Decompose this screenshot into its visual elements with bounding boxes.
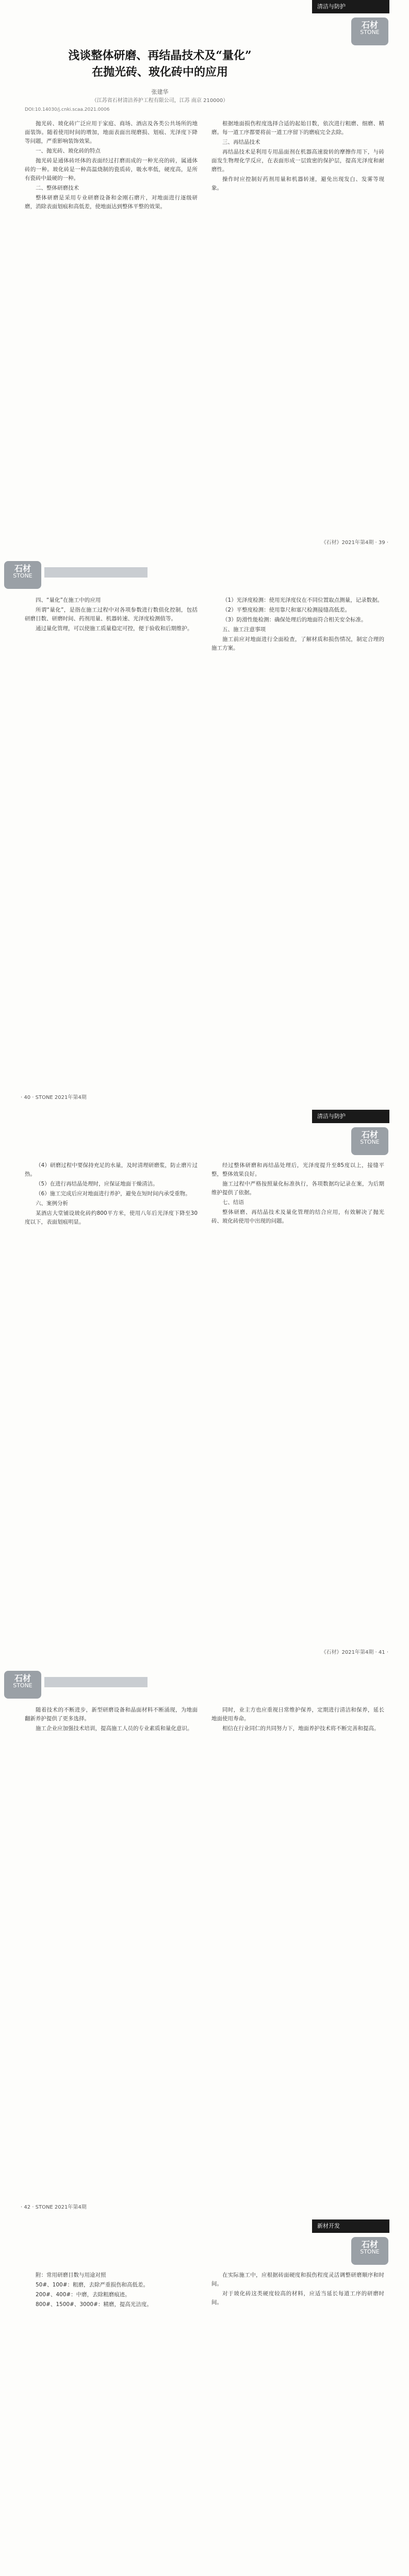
article-doi: DOI:10.14030/j.cnki.scaa.2021.0006 — [25, 107, 110, 112]
paragraph: 一、抛光砖、玻化砖的特点 — [36, 148, 101, 154]
page-3 — [0, 1110, 409, 1665]
journal-logo: 石材 STONE — [351, 18, 388, 45]
page-2-column-left — [25, 596, 198, 634]
page-4-column-right — [211, 1706, 384, 1734]
paragraph: 施工前应对地面进行全面检查，了解材质和损伤情况，制定合理的施工方案。 — [211, 636, 384, 651]
section-tab: 清洁与防护 — [312, 0, 389, 13]
article-author: 张建华 — [151, 89, 169, 95]
page-4 — [0, 1665, 409, 2220]
paragraph: 对于玻化砖这类硬度较高的材料，应适当延长每道工序的研磨时间。 — [211, 2291, 384, 2306]
paragraph: 在实际施工中，应根据砖面硬度和损伤程度灵活调整研磨顺序和时间。 — [211, 2272, 384, 2287]
paragraph: 二、整体研磨技术 — [36, 185, 79, 191]
page-5 — [0, 2219, 409, 2576]
paragraph: 根据地面损伤程度选择合适的起始目数，依次进行粗磨、细磨、精磨。每一道工序都要将前一道工序留下的磨痕完全去除。 — [211, 121, 384, 135]
header-ribbon — [44, 1677, 148, 1687]
article-affiliation: （江苏省石材清洁养护工程有限公司，江苏 南京 210000） — [91, 98, 228, 104]
paragraph: （2）平整度检测：使用靠尺和塞尺检测接缝高低差。 — [222, 607, 351, 613]
journal-logo: 石材 STONE — [4, 561, 41, 589]
paragraph: 所谓“量化”，是指在施工过程中对各项参数进行数值化控制，包括研磨目数、研磨时间、药剂用量、机器转速、光泽度检测值等。 — [25, 607, 198, 622]
page-footer: 《石材》2021年第4期 · 41 · — [321, 1650, 388, 1655]
paragraph: 再结晶技术是利用专用晶面剂在机器高速旋转的摩擦作用下，与砖面发生物理化学反应，在表面形成一层致密的保护层，提高光泽度和耐磨性。 — [211, 149, 384, 173]
paragraph: 整体研磨是采用专业研磨设备和金刚石磨片，对地面进行逐级研磨，消除表面划痕和高低差，使地面达到整体平整的效果。 — [25, 195, 198, 210]
paragraph: （5）在进行再结晶处理时，应保证地面干燥清洁。 — [36, 1181, 158, 1187]
paragraph: （1）光泽度检测：使用光泽度仪在不同位置取点测量，记录数据。 — [222, 597, 383, 603]
paragraph: 施工过程中严格按照量化标准执行，各项数据均记录在案，为后期维护提供了依据。 — [211, 1181, 384, 1196]
paragraph: （6）施工完成后应对地面进行养护，避免在短时间内承受重物。 — [36, 1191, 191, 1197]
paragraph: 抛光砖是通体砖坯体的表面经过打磨而成的一种光亮的砖，属通体砖的一种。玻化砖是一种高温烧制的瓷质砖，吸水率低，硬度高，是所有瓷砖中最硬的一种。 — [25, 158, 198, 181]
paragraph: 通过量化管理，可以使施工质量稳定可控，便于验收和后期维护。 — [36, 625, 193, 632]
paragraph: 相信在行业同仁的共同努力下，地面养护技术将不断完善和提高。 — [222, 1725, 380, 1732]
paragraph: （3）防滑性能检测：确保处理后的地面符合相关安全标准。 — [222, 617, 367, 623]
paragraph: 四、“量化”在施工中的应用 — [36, 597, 101, 603]
page-3-column-right — [211, 1161, 384, 1227]
paragraph: （4）研磨过程中要保持充足的水量，及时清理研磨浆，防止磨片过热。 — [25, 1162, 198, 1177]
section-tab: 新材开发 — [312, 2219, 389, 2233]
paragraph: 整体研磨、再结晶技术及量化管理的结合应用，有效解决了抛光砖、玻化砖使用中出现的问题。 — [211, 1209, 384, 1224]
paragraph: 操作时应控制好药剂用量和机器转速，避免出现发白、发雾等现象。 — [211, 176, 384, 191]
paragraph: 三、再结晶技术 — [222, 139, 260, 145]
article-title: 浅谈整体研磨、再结晶技术及“量化” 在抛光砖、玻化砖中的应用 — [68, 49, 252, 79]
header-ribbon — [44, 567, 148, 578]
paragraph: 五、施工注意事项 — [222, 626, 266, 633]
page-5-column-left — [25, 2271, 198, 2310]
page-footer: · 40 · STONE 2021年第4期 — [21, 1095, 87, 1100]
section-tab: 清洁与防护 — [312, 1110, 389, 1123]
journal-logo: 石材 STONE — [351, 1127, 388, 1155]
page-1 — [0, 0, 409, 555]
paragraph: 经过整体研磨和再结晶处理后，光泽度提升至85度以上，接缝平整，整体效果良好。 — [211, 1162, 384, 1177]
page-3-column-left — [25, 1161, 198, 1228]
page-4-column-left — [25, 1706, 198, 1734]
paragraph: 某酒店大堂铺设玻化砖约800平方米，使用八年后光泽度下降至30度以下，表面划痕明显。 — [25, 1210, 198, 1225]
paragraph: 200#、400#：中磨，去除粗磨痕迹。 — [36, 2292, 130, 2298]
page-1-column-right — [211, 120, 384, 194]
page-footer: 《石材》2021年第4期 · 39 · — [321, 540, 388, 546]
paragraph: 七、结语 — [222, 1199, 244, 1206]
paragraph: 随着技术的不断进步，新型研磨设备和晶面材料不断涌现，为地面翻新养护提供了更多选择。 — [25, 1707, 198, 1722]
paragraph: 800#、1500#、3000#：精磨，提高光洁度。 — [36, 2301, 152, 2308]
paragraph: 施工企业应加强技术培训，提高施工人员的专业素质和量化意识。 — [36, 1725, 193, 1732]
page-2 — [0, 555, 409, 1110]
page-2-column-right — [211, 596, 384, 654]
paragraph: 50#、100#：粗磨，去除严重损伤和高低差。 — [36, 2282, 149, 2288]
journal-logo: 石材 STONE — [4, 1671, 41, 1699]
paragraph: 抛光砖、玻化砖广泛应用于家庭、商场、酒店及各类公共场所的地面装饰。随着使用时间的增加，地面表面出现磨损、划痕、光泽度下降等问题，严重影响装饰效果。 — [25, 121, 198, 144]
page-footer: · 42 · STONE 2021年第4期 — [21, 2205, 87, 2210]
paragraph: 附：常用研磨目数与用途对照 — [36, 2272, 106, 2278]
page-5-column-right — [211, 2271, 384, 2308]
paragraph: 六、案例分析 — [36, 1200, 68, 1207]
paragraph: 同时，业主方也应重视日常维护保养，定期进行清洁和保养，延长地面使用寿命。 — [211, 1707, 384, 1722]
page-1-column-left — [25, 120, 198, 212]
journal-logo: 石材 STONE — [351, 2237, 388, 2265]
